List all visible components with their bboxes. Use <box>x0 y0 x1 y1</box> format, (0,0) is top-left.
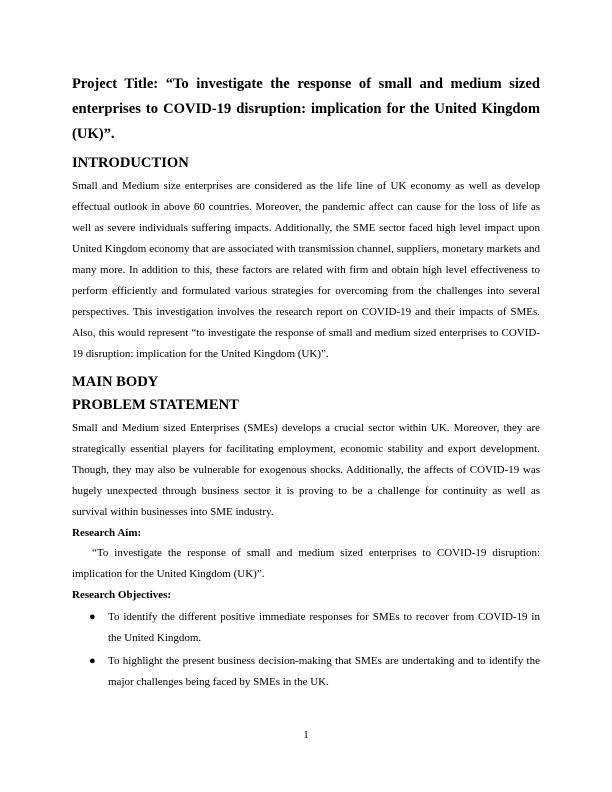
list-item <box>72 607 540 649</box>
problem-statement-heading: PROBLEM STATEMENT <box>72 397 239 413</box>
page-content <box>72 72 540 695</box>
research-aim-text: “To investigate the response of small and medium sized enterprises to COVID-19 disruption: implication for the United Kingdom (UK)”. <box>72 547 540 580</box>
list-item <box>72 651 540 693</box>
introduction-heading: INTRODUCTION <box>72 155 189 171</box>
bullet-icon: ● <box>89 611 96 623</box>
project-title: Project Title: “To investigate the response of small and medium sized enterprises to COVID-19 disruption: implication for the United Kingdom (UK)”. <box>72 76 540 142</box>
page-number: 1 <box>303 729 309 741</box>
research-aim-heading: Research Aim: <box>72 527 142 539</box>
research-objectives-heading: Research Objectives: <box>72 589 172 601</box>
introduction-paragraph: Small and Medium size enterprises are considered as the life line of UK economy as well as develop effectual outlook in above 60 countries. Moreover, the pandemic affect can cause for the loss of life as well as severe individuals suffering impacts. Additionally, the SME sector faced high level impact upon United Kingdom economy that are associated with transmission channel, suppliers, monetary markets and many more. In addition to this, these factors are related with firm and obtain high level effectiveness to perform efficiently and formulated various strategies for overcoming from the challenges into several perspectives. This investigation involves the research report on COVID-19 and their impacts of SMEs. Also, this would represent “to investigate the response of small and medium sized enterprises to COVID-19 disruption: implication for the United Kingdom (UK)”. <box>72 180 540 360</box>
main-body-heading: MAIN BODY <box>72 374 159 390</box>
problem-statement-paragraph: Small and Medium sized Enterprises (SMEs) develops a crucial sector within UK. Moreover, they are strategically essential players for facilitating employment, economic stability and export development. Though, they may also be vulnerable for exogenous shocks. Additionally, the affects of COVID-19 was hugely unexpected through business sector it is proving to be a challenge for continuity as well as survival within businesses into SME industry. <box>72 422 540 518</box>
research-objectives-list <box>72 607 540 693</box>
objective-text: To identify the different positive immediate responses for SMEs to recover from COVID-19 in the United Kingdom. <box>108 611 540 644</box>
objective-text: To highlight the present business decision-making that SMEs are undertaking and to identify the major challenges being faced by SMEs in the UK. <box>108 655 540 688</box>
bullet-icon: ● <box>89 655 96 667</box>
